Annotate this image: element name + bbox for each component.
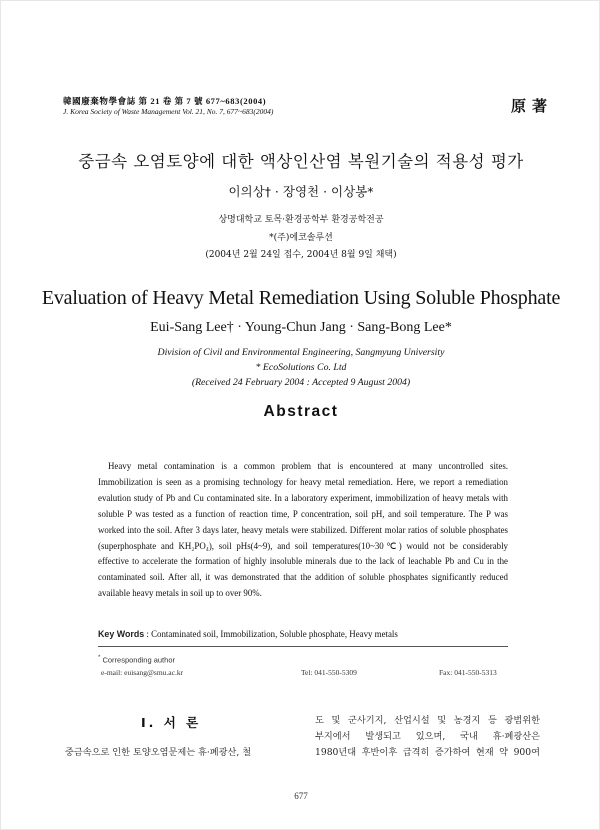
author-phone: Tel: 041-550-5309 (301, 668, 357, 677)
corresponding-author-note (98, 655, 175, 665)
affiliation-korean: 상명대학교 토목·환경공학부 환경공학전공 (218, 215, 384, 225)
intro-right-line: 부지에서 발생되고 있으며, 국내 휴·폐광산은 (315, 730, 540, 742)
intro-left-column-text: 중금속으로 인한 토양오염문제는 휴·폐광산, 철 (65, 747, 252, 758)
journal-citation-korean: 韓國廢棄物學會誌 第 21 卷 第 7 號 677~683(2004) (63, 96, 267, 106)
dates-korean: (2004년 2월 24일 접수, 2004년 8월 9일 채택) (205, 250, 397, 260)
page-number: 677 (294, 791, 308, 801)
footnote-divider (98, 646, 508, 647)
keywords-separator: : (144, 629, 152, 639)
section-heading-introduction: Ⅰ. 서 론 (141, 715, 202, 730)
dates-english: (Received 24 February 2004 : Accepted 9 August 2004) (191, 377, 411, 388)
author-email: e-mail: euisang@smu.ac.kr (101, 668, 184, 677)
intro-right-line: 도 및 군사기지, 산업시설 및 농경지 등 광범위한 (315, 715, 540, 726)
authors-english: Eui-Sang Lee† · Young-Chun Jang · Sang-Bong Lee* (150, 320, 452, 335)
article-type-label: 原著 (511, 97, 554, 115)
author-fax: Fax: 041-550-5313 (439, 668, 497, 677)
journal-citation-english: J. Korea Society of Waste Management Vol. 21, No. 7, 677~683(2004) (63, 107, 274, 116)
keywords-values: Contaminated soil, Immobilization, Soluble phosphate, Heavy metals (151, 629, 398, 639)
paper-title-english: Evaluation of Heavy Metal Remediation Using Soluble Phosphate (41, 287, 561, 309)
affiliation2-english: * EcoSolutions Co. Ltd (255, 362, 347, 373)
abstract-heading: Abstract (263, 403, 339, 420)
footnote-marker: * (98, 655, 101, 661)
keywords (98, 629, 518, 639)
abstract-body: Heavy metal contamination is a common problem that is encountered at many uncontrolled sites. Immobilization is seen as a promising technology for heavy metal remediation. Here, we report a remediation evalution study of Pb and Cu contaminated site. In a laboratory experiment, immobilization of heavy metals with soluble P was tested as a function of reaction time, P concentration, soil pH, and soil temperature. The P was worked into the soil. After 3 days later, heavy metals were stabilized. Different molar ratios of soluble phosphates (superphosphate and KH₂PO₄), soil pHs(4~9), and soil temperatures(10~30℃) would not be considerably effective to accelerate the formation of highly insoluble minerals due to the lack of leachable Pb and Cu in the contaminated soil. After all, it was demonstrated that the addition of soluble phosphates significantly reduced available heavy metals in soil up to over 90%. (98, 461, 508, 599)
keywords-label: Key Words (98, 629, 145, 639)
corresponding-author-label: Corresponding author (102, 655, 175, 665)
paper-title-korean: 중금속 오염토양에 대한 액상인산염 복원기술의 적용성 평가 (78, 152, 524, 171)
intro-right-line: 1980년대 후반이후 급격히 증가하여 현재 약 900여 (315, 746, 540, 758)
authors-korean: 이의상† · 장영천 · 이상봉* (228, 184, 374, 199)
affiliation2-korean: *(주)에코솔루션 (269, 233, 333, 243)
affiliation-english: Division of Civil and Environmental Engineering, Sangmyung University (157, 347, 445, 358)
intro-right-column (315, 713, 540, 760)
